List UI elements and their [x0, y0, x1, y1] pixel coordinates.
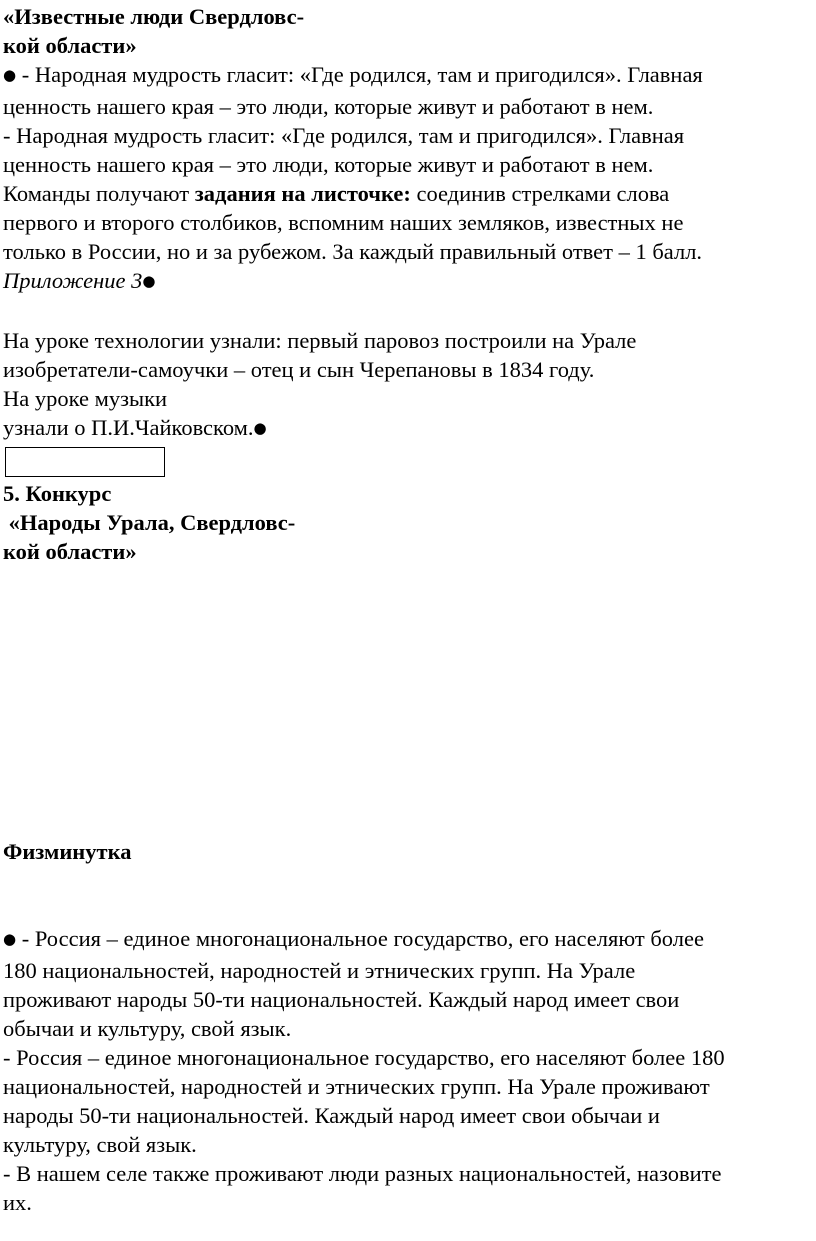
heading-contest-title: «Народы Урала, Свердловс-	[3, 510, 296, 535]
paragraph-line: национальностей, народностей и этнических групп. На Урале проживают	[3, 1074, 710, 1099]
paragraph-line: обычаи и культуру, свой язык.	[3, 1016, 292, 1041]
paragraph-proverb-2: - Народная мудрость гласит: «Где родился, там и пригодился». Главная	[3, 123, 685, 148]
paragraph-task: Команды получают задания на листочке: соединив стрелками слова	[3, 181, 670, 206]
heading-famous-people: «Известные люди Свердловс-	[3, 4, 305, 29]
document-page	[3, 0, 813, 1217]
paragraph-village: - В нашем селе также проживают люди разных национальностей, назовите	[3, 1161, 722, 1186]
heading-contest-title-cont: кой области»	[3, 539, 137, 564]
paragraph-line: культуру, свой язык.	[3, 1132, 197, 1157]
heading-famous-people-cont: кой области»	[3, 33, 137, 58]
bullet-icon: ●	[3, 66, 17, 84]
paragraph-technology: На уроке технологии узнали: первый паровоз построили на Урале	[3, 328, 637, 353]
paragraph-line: их.	[3, 1190, 32, 1215]
paragraph-line: изобретатели-самоучки – отец и сын Черепановы в 1834 году.	[3, 357, 595, 382]
paragraph-music: На уроке музыки	[3, 386, 168, 411]
bullet-icon: ●	[3, 930, 17, 948]
paragraph-line: первого и второго столбиков, вспомним наших земляков, известных не	[3, 210, 684, 235]
paragraph-line: только в России, но и за рубежом. За каждый правильный ответ – 1 балл.	[3, 239, 703, 264]
appendix-reference: Приложение 3●	[3, 268, 156, 293]
bullet-icon: ●	[253, 419, 267, 437]
heading-fizminutka: Физминутка	[3, 839, 132, 864]
paragraph-proverb-1: ● - Народная мудрость гласит: «Где родился, там и пригодился». Главная	[3, 62, 703, 87]
paragraph-line: узнали о П.И.Чайковском.●	[3, 415, 267, 440]
empty-frame	[5, 447, 165, 477]
paragraph-line: ценность нашего края – это люди, которые живут и работают в нем.	[3, 152, 654, 177]
paragraph-russia-2: - Россия – единое многонациональное государство, его населяют более 180	[3, 1045, 725, 1070]
task-emphasis: задания на листочке:	[194, 181, 411, 206]
paragraph-line: 180 национальностей, народностей и этнических групп. На Урале	[3, 958, 636, 983]
bullet-icon: ●	[142, 272, 156, 290]
paragraph-line: народы 50-ти национальностей. Каждый народ имеет свои обычаи и	[3, 1103, 660, 1128]
paragraph-line: проживают народы 50-ти национальностей. Каждый народ имеет свои	[3, 987, 680, 1012]
paragraph-line: ценность нашего края – это люди, которые живут и работают в нем.	[3, 94, 654, 119]
heading-contest-5: 5. Конкурс	[3, 481, 112, 506]
paragraph-russia-1: ● - Россия – единое многонациональное государство, его населяют более	[3, 926, 704, 951]
